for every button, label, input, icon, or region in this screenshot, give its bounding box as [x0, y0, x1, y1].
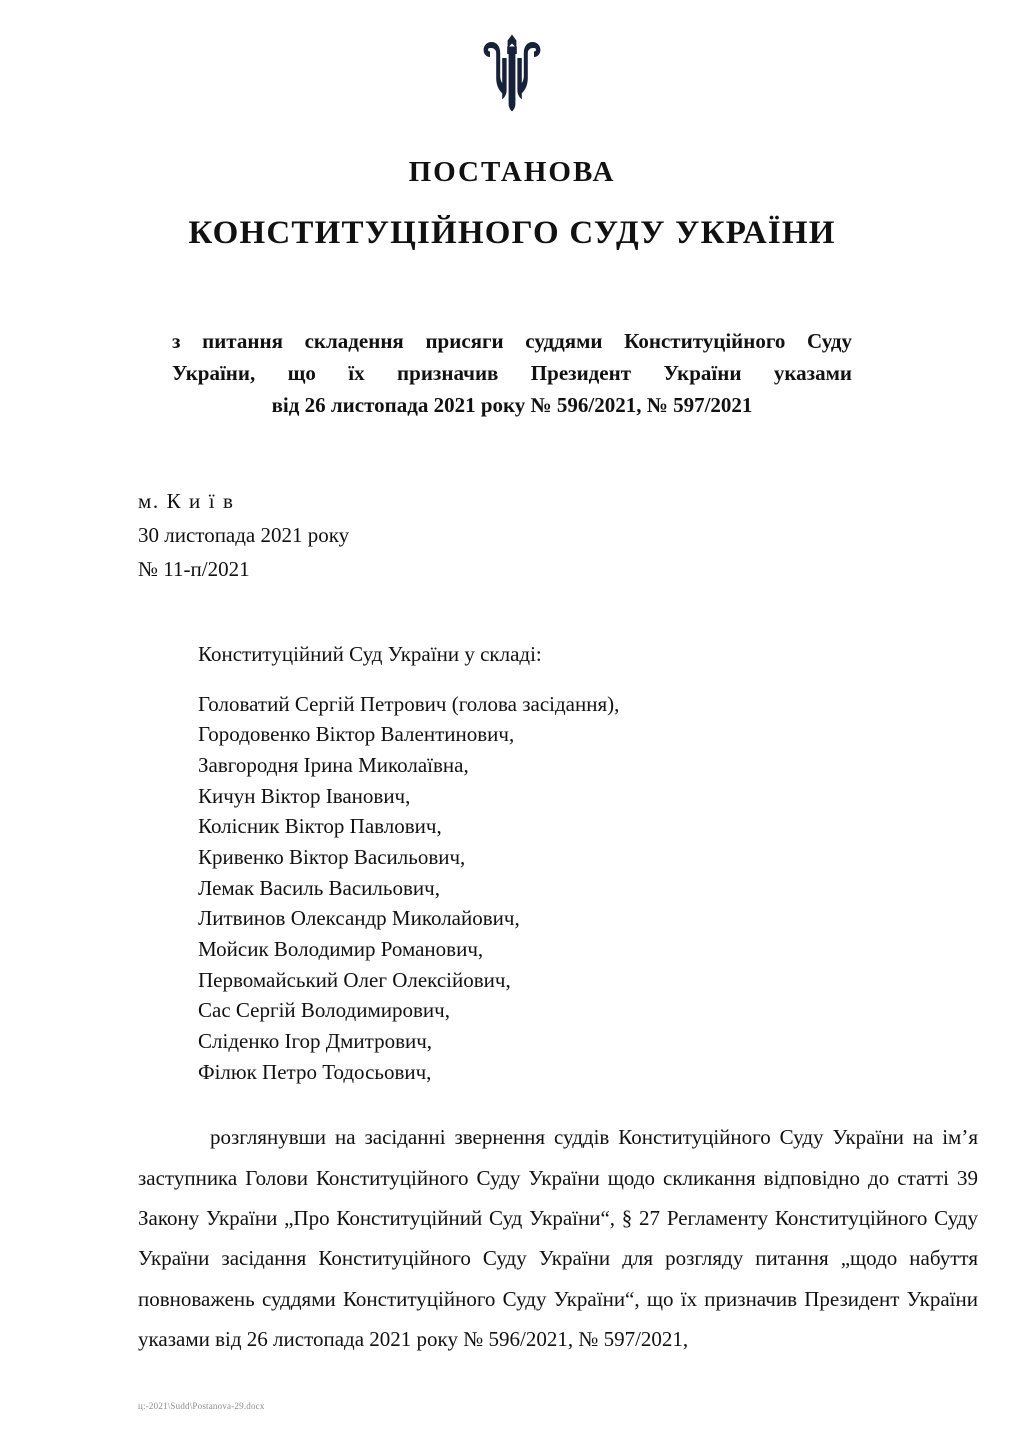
list-item: Лемак Василь Васильович, — [198, 875, 440, 900]
subject-line: від 26 листопада 2021 року № 596/2021, № 597/2021 — [271, 392, 753, 417]
list-item: Сас Сергій Володимирович, — [198, 998, 450, 1023]
list-item: Сліденко Ігор Дмитрович, — [198, 1028, 433, 1053]
ukraine-trident-coat-of-arms-icon — [483, 34, 541, 112]
document-subject — [172, 326, 852, 422]
judges-list — [198, 689, 1024, 1088]
document-title: ПОСТАНОВА — [408, 156, 616, 188]
list-item: Литвинов Олександр Миколайович, — [198, 906, 520, 931]
list-item: Філюк Петро Тодосьович, — [198, 1059, 432, 1084]
list-item: Кичун Віктор Іванович, — [198, 783, 411, 808]
subject-line: з питання складення присяги суддями Конституційного Суду — [172, 329, 852, 353]
list-item: Кривенко Віктор Васильович, — [198, 845, 466, 870]
list-item: Городовенко Віктор Валентинович, — [198, 722, 515, 747]
list-item: Первомайський Олег Олексійович, — [198, 967, 511, 992]
list-item: Колісник Віктор Павлович, — [198, 814, 442, 839]
list-item: Мойсик Володимир Романович, — [198, 937, 484, 962]
footer-file-path: ц:-2021\Sudd\Postanova-29.docx — [138, 1401, 265, 1411]
body-paragraph: розглянувши на засіданні звернення суддів Конституційного Суду України на ім’я заступника Голови Конституційного Суду України щодо скликання відповідно до статті 39 Закону України „Про Конституційний Суд України“, § 27 Регламенту Конституційного Суду України засідання Конституційного Суду України для розгляду питання „щодо набуття повноважень суддями Конституційного Суду України“, що їх призначив Президент України указами від 26 листопада 2021 року № 596/2021, № 597/2021, — [138, 1125, 978, 1351]
document-subtitle: КОНСТИТУЦІЙНОГО СУДУ УКРАЇНИ — [188, 215, 836, 251]
meta-date: 30 листопада 2021 року — [138, 522, 350, 547]
list-item: Завгородня Ірина Миколаївна, — [198, 753, 469, 778]
document-meta — [138, 484, 1024, 586]
composition-lead: Конституційний Суд України у складі: — [198, 641, 542, 666]
subject-line: України, що їх призначив Президент України указами — [172, 360, 852, 385]
meta-city: м. К и ї в — [138, 488, 235, 513]
list-item: Головатий Сергій Петрович (голова засідання), — [198, 691, 620, 716]
emblem-container — [0, 0, 1024, 112]
meta-number: № 11-п/2021 — [138, 556, 250, 581]
